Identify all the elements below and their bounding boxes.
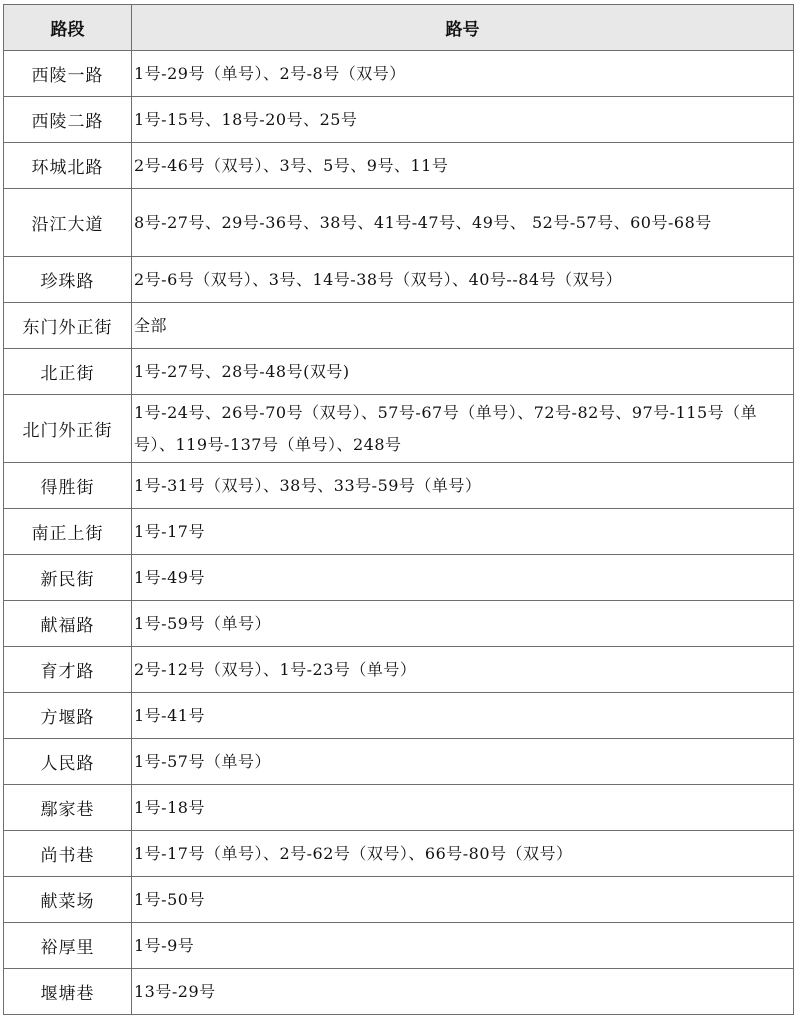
table-row xyxy=(4,647,794,693)
table-row xyxy=(4,143,794,189)
road-numbers-cell: 全部 xyxy=(132,303,794,349)
road-number-table xyxy=(3,4,794,1015)
road-name-cell: 南正上街 xyxy=(4,509,132,555)
road-name-cell: 沿江大道 xyxy=(4,189,132,257)
road-numbers-cell: 2号-46号（双号）、3号、5号、9号、11号 xyxy=(132,143,794,189)
road-name-cell: 方堰路 xyxy=(4,693,132,739)
road-name-cell: 人民路 xyxy=(4,739,132,785)
table-body xyxy=(4,51,794,1015)
road-name-cell: 裕厚里 xyxy=(4,923,132,969)
table-row xyxy=(4,509,794,555)
table-row xyxy=(4,923,794,969)
road-name-cell: 新民街 xyxy=(4,555,132,601)
road-name-cell: 东门外正街 xyxy=(4,303,132,349)
road-numbers-cell: 1号-41号 xyxy=(132,693,794,739)
road-numbers-cell: 1号-31号（双号）、38号、33号-59号（单号） xyxy=(132,463,794,509)
table-row xyxy=(4,555,794,601)
road-numbers-cell: 1号-24号、26号-70号（双号）、57号-67号（单号）、72号-82号、97号-115号（单号）、119号-137号（单号）、248号 xyxy=(132,395,794,463)
road-name-cell: 育才路 xyxy=(4,647,132,693)
road-name-cell: 献福路 xyxy=(4,601,132,647)
table-row xyxy=(4,395,794,463)
road-numbers-cell: 1号-50号 xyxy=(132,877,794,923)
road-name-cell: 献菜场 xyxy=(4,877,132,923)
road-numbers-cell: 1号-9号 xyxy=(132,923,794,969)
road-name-cell: 得胜街 xyxy=(4,463,132,509)
road-name-cell: 珍珠路 xyxy=(4,257,132,303)
road-numbers-cell: 1号-17号 xyxy=(132,509,794,555)
table-row xyxy=(4,601,794,647)
road-column-header: 路段 xyxy=(4,5,132,51)
table-row xyxy=(4,257,794,303)
table-row xyxy=(4,189,794,257)
number-column-header: 路号 xyxy=(132,5,794,51)
road-name-cell: 北门外正街 xyxy=(4,395,132,463)
road-numbers-cell: 1号-27号、28号-48号(双号) xyxy=(132,349,794,395)
road-numbers-cell: 1号-15号、18号-20号、25号 xyxy=(132,97,794,143)
table-row xyxy=(4,969,794,1015)
road-name-cell: 堰塘巷 xyxy=(4,969,132,1015)
table-header-row xyxy=(4,5,794,51)
table-row xyxy=(4,349,794,395)
table-row xyxy=(4,739,794,785)
road-name-cell: 鄢家巷 xyxy=(4,785,132,831)
road-name-cell: 环城北路 xyxy=(4,143,132,189)
table-row xyxy=(4,463,794,509)
road-name-cell: 北正街 xyxy=(4,349,132,395)
road-numbers-cell: 8号-27号、29号-36号、38号、41号-47号、49号、 52号-57号、60号-68号 xyxy=(132,189,794,257)
table-row xyxy=(4,785,794,831)
table-row xyxy=(4,97,794,143)
table-row xyxy=(4,877,794,923)
road-numbers-cell: 1号-17号（单号）、2号-62号（双号）、66号-80号（双号） xyxy=(132,831,794,877)
table-row xyxy=(4,693,794,739)
table-row xyxy=(4,831,794,877)
road-numbers-cell: 13号-29号 xyxy=(132,969,794,1015)
road-name-cell: 西陵二路 xyxy=(4,97,132,143)
table-row xyxy=(4,51,794,97)
road-numbers-cell: 1号-57号（单号） xyxy=(132,739,794,785)
road-numbers-cell: 1号-59号（单号） xyxy=(132,601,794,647)
road-name-cell: 尚书巷 xyxy=(4,831,132,877)
road-numbers-cell: 2号-6号（双号）、3号、14号-38号（双号）、40号--84号（双号） xyxy=(132,257,794,303)
road-name-cell: 西陵一路 xyxy=(4,51,132,97)
road-numbers-cell: 1号-29号（单号）、2号-8号（双号） xyxy=(132,51,794,97)
road-numbers-cell: 1号-18号 xyxy=(132,785,794,831)
table-row xyxy=(4,303,794,349)
road-numbers-cell: 2号-12号（双号）、1号-23号（单号） xyxy=(132,647,794,693)
road-numbers-cell: 1号-49号 xyxy=(132,555,794,601)
